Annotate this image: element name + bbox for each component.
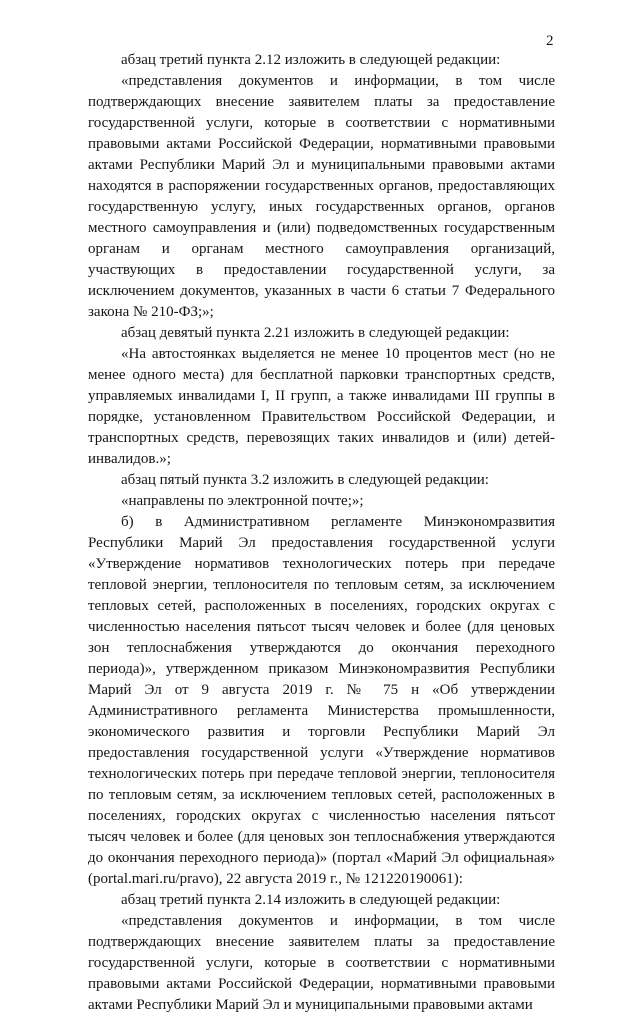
subclause-b-paragraph: б) в Административном регламенте Минэкономразвития Республики Марий Эл предоставления государственной услуги «Утверждение нормативов технологических потерь при передаче тепловой энергии, теплоносителя по тепловым сетям, за исключением тепловых сетей, расположенных в поселениях, городских округах с численностью населения пятьсот тысяч человек и более (для ценовых зон теплоснабжения утверждаются до окончания переходного периода)», утвержденном приказом Минэкономразвития Республики Марий Эл от 9 августа 2019 г. № 75 н «Об утверждении Административного регламента Министерства промышленности, экономического развития и торговли Республики Марий Эл предоставления государственной услуги «Утверждение нормативов технологических потерь при передаче тепловой энергии, теплоносителя по тепловым сетям, за исключением тепловых сетей, расположенных в поселениях, городских округах с численностью населения пятьсот тысяч человек и более (для ценовых зон теплоснабжения утверждаются до окончания переходного периода)» (портал «Марий Эл официальная» (portal.mari.ru/pravo), 22 августа 2019 г., № 121220190061):	[88, 514, 555, 887]
document-body	[88, 50, 555, 1016]
quoted-amendment-text: «представления документов и информации, в том числе подтверждающих внесение заявителем платы за предоставление государственной услуги, которые в соответствии с нормативными правовыми актами Российской Федерации, нормативными правовыми актами Республики Марий Эл и муниципальными правовыми актами находятся в распоряжении государственных органов, предоставляющих государственную услугу, иных государственных органов, органов местного самоуправления и (или) подведомственных государственным органам и органам местного самоуправления организаций, участвующих в предоставлении государственной услуги, за исключением документов, указанных в части 6 статьи 7 Федерального закона № 210-ФЗ;»;	[88, 73, 555, 320]
amendment-instruction-paragraph: абзац пятый пункта 3.2 изложить в следующей редакции:	[121, 472, 489, 488]
quoted-amendment-text: «направлены по электронной почте;»;	[121, 493, 364, 509]
page-number: 2	[546, 33, 554, 49]
amendment-instruction-paragraph: абзац третий пункта 2.12 изложить в следующей редакции:	[121, 52, 501, 68]
quoted-amendment-text: «представления документов и информации, в том числе подтверждающих внесение заявителем платы за предоставление государственной услуги, которые в соответствии с нормативными правовыми актами Российской Федерации, нормативными правовыми актами Республики Марий Эл и муниципальными правовыми актами	[88, 913, 555, 1013]
quoted-amendment-text: «На автостоянках выделяется не менее 10 процентов мест (но не менее одного места) для бесплатной парковки транспортных средств, управляемых инвалидами I, II групп, а также инвалидами III группы в порядке, установленном Правительством Российской Федерации, и транспортных средств, перевозящих таких инвалидов и (или) детей-инвалидов.»;	[88, 346, 555, 467]
amendment-instruction-paragraph: абзац девятый пункта 2.21 изложить в следующей редакции:	[121, 325, 510, 341]
amendment-instruction-paragraph: абзац третий пункта 2.14 изложить в следующей редакции:	[121, 892, 501, 908]
